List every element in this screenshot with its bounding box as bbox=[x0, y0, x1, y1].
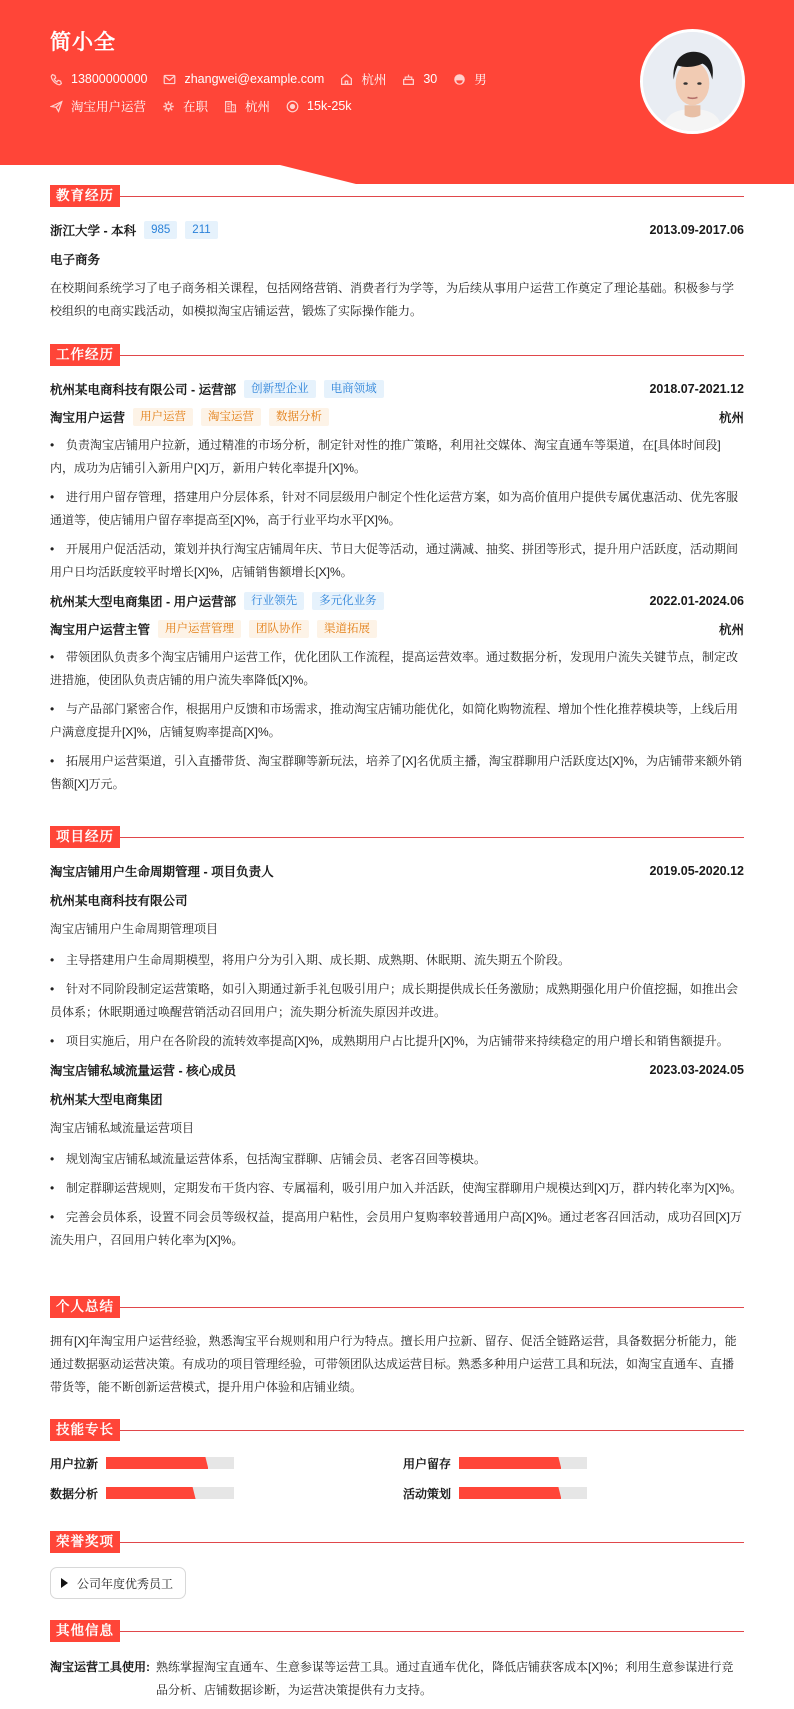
skill-name: 活动策划 bbox=[403, 1486, 452, 1501]
candidate-name: 简小全 bbox=[50, 31, 116, 54]
target-position-text: 淘宝用户运营 bbox=[71, 100, 147, 114]
email-text: zhangwei@example.com bbox=[184, 72, 325, 86]
work-company-row bbox=[50, 378, 744, 400]
status-icon bbox=[162, 100, 175, 113]
bullet-item: • 制定群聊运营规则，定期发布干货内容、专属福利，吸引用户加入并活跃，使淘宝群聊用户规模达到[X]万，群内转化率为[X]%。 bbox=[50, 1177, 744, 1200]
award-item bbox=[50, 1567, 186, 1599]
phone-icon bbox=[50, 73, 63, 86]
gender-text: 男 bbox=[474, 73, 487, 87]
work-bullets bbox=[50, 434, 744, 584]
section-divider bbox=[120, 1542, 744, 1543]
status-text: 在职 bbox=[183, 100, 209, 114]
skill-bar-track bbox=[106, 1457, 234, 1469]
skill-bar-fill bbox=[106, 1457, 208, 1469]
section-label: 个人总结 bbox=[50, 1296, 120, 1318]
skill-bar-track bbox=[459, 1457, 587, 1469]
education-description: 在校期间系统学习了电子商务相关课程，包括网络营销、消费者行为学等，为后续从事用户运营工作奠定了理论基础。积极参与学校组织的电商实践活动，如模拟淘宝店铺运营，锻炼了实际操作能力。 bbox=[50, 281, 735, 318]
skill-tag: 用户运营 bbox=[133, 408, 193, 426]
work-date: 2018.07-2021.12 bbox=[649, 382, 744, 396]
section-divider bbox=[120, 1307, 744, 1308]
work-company-row bbox=[50, 590, 744, 612]
skills-section-title bbox=[50, 1419, 744, 1441]
bullet-item: • 带领团队负责多个淘宝店铺用户运营工作，优化团队工作流程，提高运营效率。通过数据分析，发现用户流失关键节点，制定改进措施，使团队负责店铺的用户流失率降低[X]%。 bbox=[50, 646, 744, 692]
project-entry bbox=[50, 1059, 744, 1252]
salary-text: 15k-25k bbox=[307, 99, 352, 113]
company-name: 杭州某电商科技有限公司 - 运营部 bbox=[50, 383, 237, 397]
job-title: 淘宝用户运营 bbox=[50, 411, 126, 425]
section-label: 技能专长 bbox=[50, 1419, 120, 1441]
company-tag: 行业领先 bbox=[244, 592, 304, 610]
send-icon bbox=[50, 100, 63, 113]
education-section bbox=[50, 185, 744, 323]
bullet-item: • 开展用户促活活动，策划并执行淘宝店铺周年庆、节日大促等活动，通过满减、抽奖、拼团等形式，提升用户活跃度，活动期间用户日均活跃度较平时增长[X]%，店铺销售额增长[X]%。 bbox=[50, 538, 744, 584]
education-header-row bbox=[50, 219, 744, 241]
other-section-title bbox=[50, 1620, 744, 1642]
other-info-item bbox=[50, 1656, 744, 1702]
project-date: 2023.03-2024.05 bbox=[649, 1063, 744, 1077]
awards-section bbox=[50, 1531, 744, 1599]
project-description: 淘宝店铺私域流量运营项目 bbox=[50, 1121, 195, 1135]
education-date: 2013.09-2017.06 bbox=[649, 223, 744, 237]
summary-section-title bbox=[50, 1296, 744, 1318]
summary-text: 拥有[X]年淘宝用户运营经验，熟悉淘宝平台规则和用户行为特点。擅长用户拉新、留存、促活全链路运营，具备数据分析能力，能通过数据驱动运营决策。有成功的项目管理经验，可带领团队达成运营目标。熟悉多种用户运营工具和玩法，如淘宝直通车、直播带货等，能不断创新运营模式，提升用户体验和店铺业绩。 bbox=[50, 1334, 737, 1394]
phone-text: 13800000000 bbox=[71, 72, 148, 86]
school-name: 浙江大学 - 本科 bbox=[50, 224, 137, 238]
project-date: 2019.05-2020.12 bbox=[649, 864, 744, 878]
home-icon bbox=[340, 73, 353, 86]
bullet-item: • 规划淘宝店铺私域流量运营体系，包括淘宝群聊、店铺会员、老客召回等模块。 bbox=[50, 1148, 744, 1171]
gender-icon bbox=[453, 73, 466, 86]
skill-tag: 数据分析 bbox=[269, 408, 329, 426]
skill-item bbox=[50, 1485, 403, 1501]
salary-icon bbox=[286, 100, 299, 113]
project-bullets bbox=[50, 1148, 744, 1252]
mail-icon bbox=[163, 73, 176, 86]
project-header-row bbox=[50, 860, 744, 882]
home-text: 杭州 bbox=[361, 73, 387, 87]
skill-tag: 渠道拓展 bbox=[317, 620, 377, 638]
bullet-item: • 负责淘宝店铺用户拉新，通过精准的市场分析，制定针对性的推广策略，利用社交媒体、淘宝直通车等渠道，在[具体时间段]内，成功为店铺引入新用户[X]万，新用户转化率提升[X]%。 bbox=[50, 434, 744, 480]
section-label: 教育经历 bbox=[50, 185, 120, 207]
other-info-value: 熟练掌握淘宝直通车、生意参谋等运营工具。通过直通车优化，降低店铺获客成本[X]%；利用生意参谋进行竞品分析、店铺数据诊断，为运营决策提供有力支持。 bbox=[156, 1660, 734, 1697]
section-label: 工作经历 bbox=[50, 344, 120, 366]
bullet-item: • 主导搭建用户生命周期模型，将用户分为引入期、成长期、成熟期、休眠期、流失期五个阶段。 bbox=[50, 949, 744, 972]
section-divider bbox=[120, 355, 744, 356]
skill-tag: 淘宝运营 bbox=[201, 408, 261, 426]
projects-section-title bbox=[50, 826, 744, 848]
other-info-key: 淘宝运营工具使用: bbox=[50, 1660, 150, 1674]
skill-bar-fill bbox=[459, 1457, 561, 1469]
skill-bar-fill bbox=[459, 1487, 561, 1499]
section-divider bbox=[120, 1430, 744, 1431]
contact-info-row bbox=[50, 70, 503, 88]
bullet-item: • 完善会员体系，设置不同会员等级权益，提高用户粘性，会员用户复购率较普通用户高[X]%。通过老客召回活动，成功召回[X]万流失用户，召回用户转化率为[X]%。 bbox=[50, 1206, 744, 1252]
awards-section-title bbox=[50, 1531, 744, 1553]
work-title-row bbox=[50, 406, 744, 428]
company-tag: 多元化业务 bbox=[312, 592, 384, 610]
building-icon bbox=[224, 100, 237, 113]
skill-tag: 团队协作 bbox=[249, 620, 309, 638]
skill-tag: 用户运营管理 bbox=[158, 620, 241, 638]
job-info-row bbox=[50, 97, 368, 115]
work-entry bbox=[50, 590, 744, 796]
project-header-row bbox=[50, 1059, 744, 1081]
job-title: 淘宝用户运营主管 bbox=[50, 623, 151, 637]
age-text: 30 bbox=[423, 72, 438, 86]
section-label: 荣誉奖项 bbox=[50, 1531, 120, 1553]
gender-item bbox=[453, 70, 487, 88]
target-position-item bbox=[50, 97, 146, 115]
age-item bbox=[402, 72, 437, 86]
status-item bbox=[162, 97, 208, 115]
company-tag: 电商领域 bbox=[324, 380, 384, 398]
work-entry bbox=[50, 378, 744, 584]
skill-bar-track bbox=[106, 1487, 234, 1499]
school-tag: 211 bbox=[185, 221, 217, 239]
bullet-item: • 拓展用户运营渠道，引入直播带货、淘宝群聊等新玩法，培养了[X]名优质主播，淘宝群聊用户活跃度达[X]%，为店铺带来额外销售额[X]万元。 bbox=[50, 750, 744, 796]
avatar-portrait-icon bbox=[643, 32, 742, 131]
avatar bbox=[640, 29, 745, 134]
section-divider bbox=[120, 1631, 744, 1632]
section-label: 项目经历 bbox=[50, 826, 120, 848]
skill-bar-track bbox=[459, 1487, 587, 1499]
skills-grid bbox=[50, 1455, 744, 1501]
summary-section bbox=[50, 1296, 744, 1399]
project-name: 淘宝店铺私域流量运营 - 核心成员 bbox=[50, 1064, 237, 1078]
major: 电子商务 bbox=[50, 253, 101, 267]
home-item bbox=[340, 70, 386, 88]
triangle-right-icon bbox=[61, 1578, 68, 1588]
project-org: 杭州某大型电商集团 bbox=[50, 1093, 163, 1107]
phone-item bbox=[50, 72, 147, 86]
work-city-item bbox=[224, 97, 270, 115]
skill-bar-fill bbox=[106, 1487, 196, 1499]
other-section bbox=[50, 1620, 744, 1702]
education-section-title bbox=[50, 185, 744, 207]
company-tag: 创新型企业 bbox=[244, 380, 316, 398]
work-location: 杭州 bbox=[718, 411, 744, 425]
section-divider bbox=[120, 196, 744, 197]
skill-item bbox=[403, 1485, 744, 1501]
project-entry bbox=[50, 860, 744, 1053]
salary-item bbox=[286, 99, 351, 113]
project-org: 杭州某电商科技有限公司 bbox=[50, 894, 188, 908]
bullet-item: • 与产品部门紧密合作，根据用户反馈和市场需求，推动淘宝店铺功能优化，如简化购物流程、增加个性化推荐模块等，上线后用户满意度提升[X]%，店铺复购率提高[X]%。 bbox=[50, 698, 744, 744]
company-name: 杭州某大型电商集团 - 用户运营部 bbox=[50, 595, 237, 609]
project-description: 淘宝店铺用户生命周期管理项目 bbox=[50, 922, 219, 936]
work-city-text: 杭州 bbox=[245, 100, 271, 114]
skill-name: 用户拉新 bbox=[50, 1456, 99, 1471]
skill-item bbox=[403, 1455, 744, 1471]
section-label: 其他信息 bbox=[50, 1620, 120, 1642]
section-divider bbox=[120, 837, 744, 838]
work-date: 2022.01-2024.06 bbox=[649, 594, 744, 608]
projects-section bbox=[50, 826, 744, 1258]
email-item bbox=[163, 72, 324, 86]
school-tag: 985 bbox=[144, 221, 177, 239]
project-name: 淘宝店铺用户生命周期管理 - 项目负责人 bbox=[50, 865, 274, 879]
work-location: 杭州 bbox=[718, 623, 744, 637]
skills-section bbox=[50, 1419, 744, 1501]
work-section bbox=[50, 344, 744, 802]
skill-name: 数据分析 bbox=[50, 1486, 99, 1501]
bullet-item: • 进行用户留存管理，搭建用户分层体系，针对不同层级用户制定个性化运营方案，如为高价值用户提供专属优惠活动、优先客服通道等，使店铺用户留存率提高至[X]%，高于行业平均水平[X]%。 bbox=[50, 486, 744, 532]
skill-name: 用户留存 bbox=[403, 1456, 452, 1471]
bullet-item: • 针对不同阶段制定运营策略，如引入期通过新手礼包吸引用户；成长期提供成长任务激励；成熟期强化用户价值挖掘，如推出会员体系；休眠期通过唤醒营销活动召回用户；流失期分析流失原因并改进。 bbox=[50, 978, 744, 1024]
work-bullets bbox=[50, 646, 744, 796]
award-label: 公司年度优秀员工 bbox=[77, 1576, 174, 1591]
work-title-row bbox=[50, 618, 744, 640]
skill-item bbox=[50, 1455, 403, 1471]
work-section-title bbox=[50, 344, 744, 366]
project-bullets bbox=[50, 949, 744, 1053]
bullet-item: • 项目实施后，用户在各阶段的流转效率提高[X]%，成熟期用户占比提升[X]%，为店铺带来持续稳定的用户增长和销售额提升。 bbox=[50, 1030, 744, 1053]
cake-icon bbox=[402, 73, 415, 86]
